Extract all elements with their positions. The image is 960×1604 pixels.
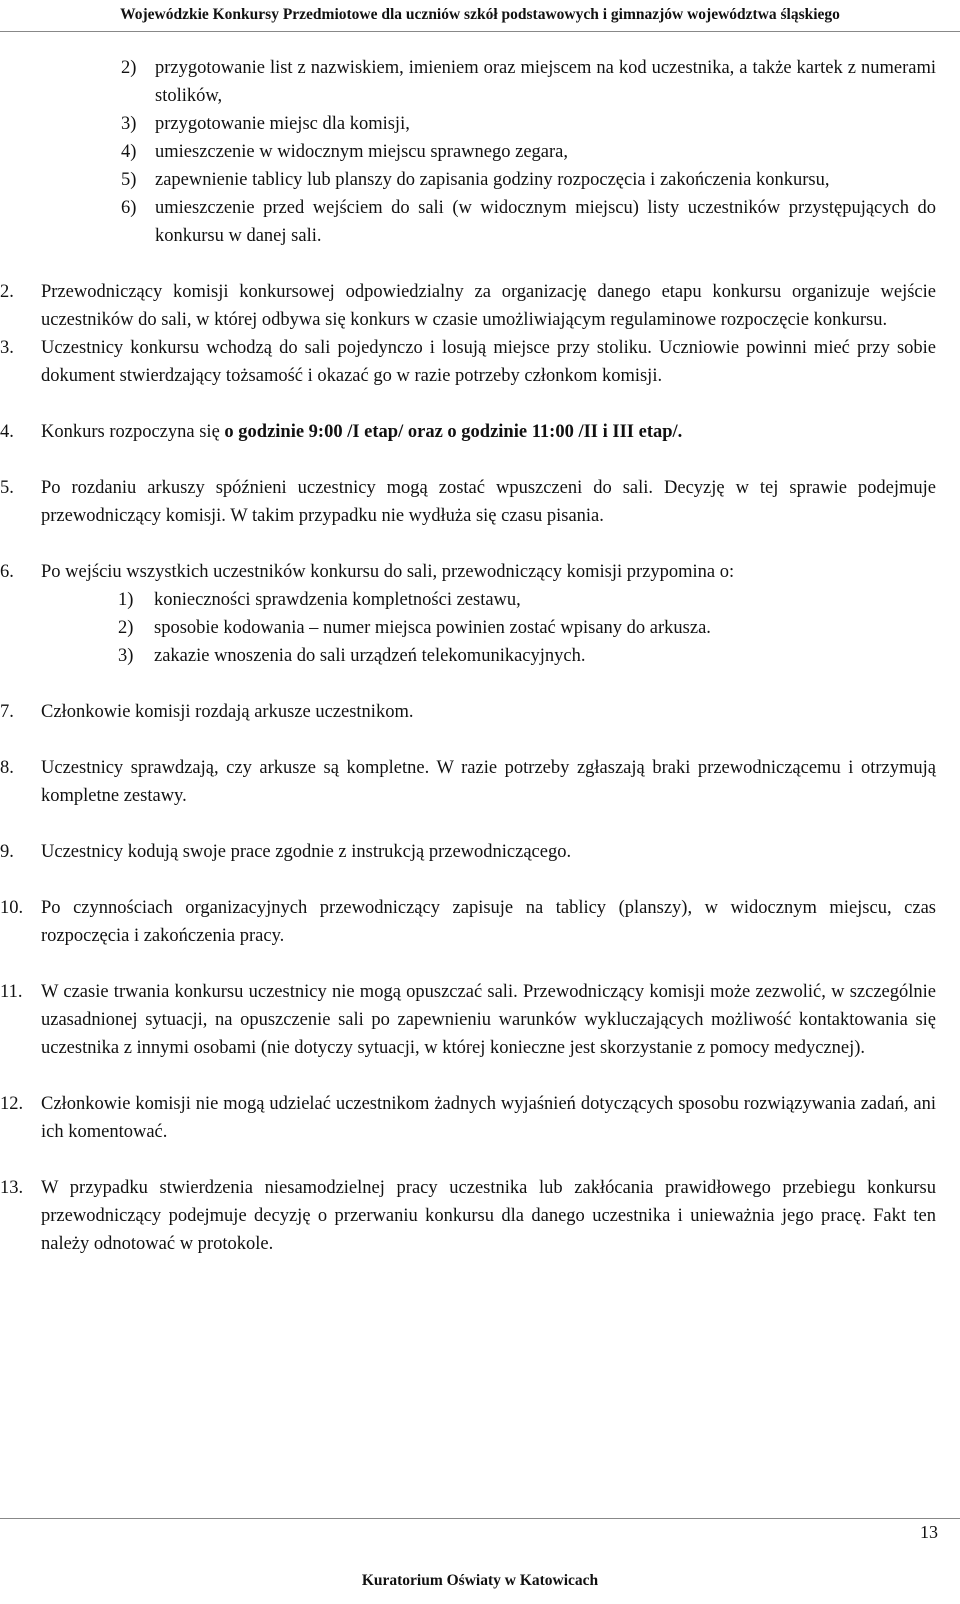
paragraph-number: 6. [0, 562, 14, 582]
paragraph-text: Przewodniczący komisji konkursowej odpowiedzialny za organizację danego etapu konkursu organizuje wejście uczestników do sali, w której odbywa się konkurs w czasie umożliwiającym regulaminowe rozpoczęcie konkursu. [41, 282, 936, 330]
page-footer: Kuratorium Oświaty w Katowicach [361, 1572, 599, 1589]
list-number: 1) [118, 590, 134, 610]
paragraph-text: Po czynnościach organizacyjnych przewodniczący zapisuje na tablicy (planszy), w widocznym miejscu, czas rozpoczęcia i zakończenia pracy. [41, 898, 936, 946]
list-number: 6) [121, 198, 137, 218]
paragraph-number: 4. [0, 422, 14, 442]
list-text: konieczności sprawdzenia kompletności zestawu, [154, 590, 521, 610]
numbered-paragraph [0, 334, 960, 390]
paragraph-text: Konkurs rozpoczyna się [41, 422, 225, 442]
numbered-paragraph [0, 838, 960, 866]
numbered-paragraph [0, 418, 960, 446]
list-item [0, 194, 960, 250]
paragraph-text: Uczestnicy kodują swoje prace zgodnie z instrukcją przewodniczącego. [41, 842, 572, 862]
list-text: zapewnienie tablicy lub planszy do zapisania godziny rozpoczęcia i zakończenia konkursu, [155, 170, 830, 190]
page-header: Wojewódzkie Konkursy Przedmiotowe dla uczniów szkół podstawowych i gimnazjów województwa śląskiego [120, 6, 840, 23]
paragraph-number: 9. [0, 842, 14, 862]
numbered-paragraph [0, 278, 960, 334]
numbered-paragraph [0, 894, 960, 950]
list-item [0, 138, 960, 166]
paragraph-text: Członkowie komisji rozdają arkusze uczestnikom. [41, 702, 414, 722]
list-text: przygotowanie miejsc dla komisji, [155, 114, 410, 134]
list-number: 5) [121, 170, 137, 190]
paragraph-number: 12. [0, 1094, 24, 1114]
list-text: zakazie wnoszenia do sali urządzeń telekomunikacyjnych. [154, 646, 586, 666]
paragraph-text: Po wejściu wszystkich uczestników konkursu do sali, przewodniczący komisji przypomina o: [41, 562, 735, 582]
numbered-paragraph [0, 698, 960, 726]
paragraph-number: 5. [0, 478, 14, 498]
paragraph-text: Uczestnicy konkursu wchodzą do sali pojedynczo i losują miejsce przy stoliku. Uczniowie powinni mieć przy sobie dokument stwierdzający tożsamość i okazać go w razie potrzeby członkom komisji. [41, 338, 936, 386]
list-item [0, 614, 960, 642]
paragraph-number: 13. [0, 1178, 24, 1198]
paragraph-number: 2. [0, 282, 14, 302]
paragraph-bold-text: o godzinie 9:00 /I etap/ oraz o godzinie 11:00 /II i III etap/. [224, 422, 683, 442]
list-item [0, 166, 960, 194]
paragraph-number: 8. [0, 758, 14, 778]
list-text: przygotowanie list z nazwiskiem, imieniem oraz miejscem na kod uczestnika, a także kartek z numerami stolików, [155, 58, 936, 106]
list-number: 3) [118, 646, 134, 666]
document-body [0, 54, 960, 1258]
numbered-paragraph [0, 474, 960, 530]
list-text: sposobie kodowania – numer miejsca powinien zostać wpisany do arkusza. [154, 618, 711, 638]
list-number: 4) [121, 142, 137, 162]
page-number: 13 [920, 1522, 938, 1542]
footer-divider [0, 1518, 960, 1519]
numbered-paragraph [0, 754, 960, 810]
list-item [0, 110, 960, 138]
paragraph-text: Po rozdaniu arkuszy spóźnieni uczestnicy mogą zostać wpuszczeni do sali. Decyzję w tej sprawie podejmuje przewodniczący komisji. W takim przypadku nie wydłuża się czasu pisania. [41, 478, 936, 526]
list-item [0, 586, 960, 614]
list-number: 2) [118, 618, 134, 638]
list-number: 2) [121, 58, 137, 78]
paragraph-text: Uczestnicy sprawdzają, czy arkusze są kompletne. W razie potrzeby zgłaszają braki przewodniczącemu i otrzymują kompletne zestawy. [41, 758, 936, 806]
numbered-paragraph [0, 1090, 960, 1146]
list-item [0, 642, 960, 670]
list-item [0, 54, 960, 110]
numbered-paragraph [0, 978, 960, 1062]
paragraph-text: W czasie trwania konkursu uczestnicy nie mogą opuszczać sali. Przewodniczący komisji może zezwolić, w szczególnie uzasadnionej sytuacji, na opuszczenie sali po zapewnieniu warunków wykluczających możliwość kontaktowania się uczestnika z innymi osobami (nie dotyczy sytuacji, w której konieczne jest skorzystanie z pomocy medycznej). [41, 982, 936, 1058]
numbered-paragraph [0, 1174, 960, 1258]
list-text: umieszczenie w widocznym miejscu sprawnego zegara, [155, 142, 568, 162]
list-text: umieszczenie przed wejściem do sali (w widocznym miejscu) listy uczestników przystępujących do konkursu w danej sali. [155, 198, 936, 246]
paragraph-text: W przypadku stwierdzenia niesamodzielnej pracy uczestnika lub zakłócania prawidłowego przebiegu konkursu przewodniczący podejmuje decyzję o przerwaniu konkursu dla danego uczestnika i unieważnia jego pracę. Fakt ten należy odnotować w protokole. [41, 1178, 936, 1254]
paragraph-text: Członkowie komisji nie mogą udzielać uczestnikom żadnych wyjaśnień dotyczących sposobu rozwiązywania zadań, ani ich komentować. [41, 1094, 936, 1142]
paragraph-number: 3. [0, 338, 14, 358]
paragraph-number: 7. [0, 702, 14, 722]
paragraph-number: 10. [0, 898, 24, 918]
list-number: 3) [121, 114, 137, 134]
header-divider [0, 31, 960, 32]
numbered-paragraph [0, 558, 960, 586]
paragraph-number: 11. [0, 982, 23, 1002]
